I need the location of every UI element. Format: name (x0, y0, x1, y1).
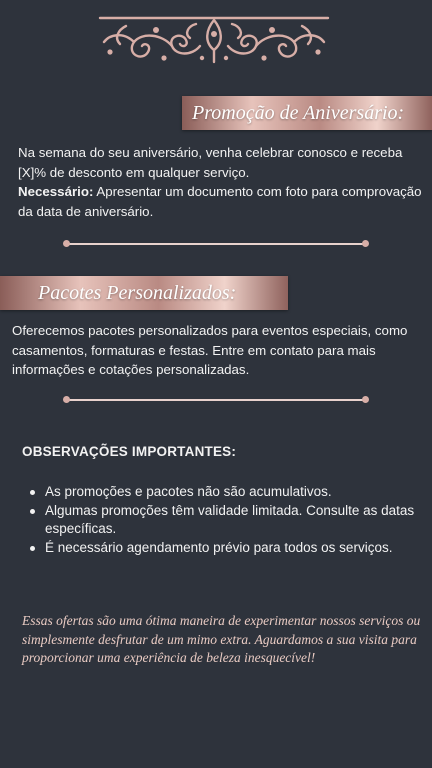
closing-message: Essas ofertas são uma ótima maneira de experimentar nossos serviços ou simplesmente desfrutar de um mimo extra. Aguardamos a sua visita para proporcionar uma experiência de beleza inesquecível! (22, 613, 421, 665)
divider-dot (362, 396, 369, 403)
list-item: Algumas promoções têm validade limitada. Consulte as datas específicas. (28, 502, 422, 539)
birthday-promo-title: Promoção de Aniversário: (192, 102, 405, 124)
observations-title: OBSERVAÇÕES IMPORTANTES: (22, 444, 237, 459)
section-divider (66, 399, 366, 401)
divider-dot (63, 396, 70, 403)
list-item: É necessário agendamento prévio para todos os serviços. (28, 539, 422, 558)
divider-dot (362, 240, 369, 247)
custom-packages-title: Pacotes Personalizados: (38, 282, 237, 304)
floral-flourish-icon (96, 12, 332, 66)
custom-packages-banner (0, 276, 288, 310)
required-label: Necessário: (18, 184, 94, 199)
required-text: Apresentar um documento com foto para comprovação da data de aniversário. (18, 184, 422, 219)
custom-packages-text: Oferecemos pacotes personalizados para eventos especiais, como casamentos, formaturas e festas. Entre em contato para mais informações e cotações personalizadas. (12, 323, 408, 377)
birthday-promo-text (18, 143, 423, 221)
list-item: As promoções e pacotes não são acumulativos. (28, 483, 422, 502)
birthday-promo-banner (182, 96, 432, 130)
observations-list (28, 483, 422, 557)
birthday-promo-description: Na semana do seu aniversário, venha celebrar conosco e receba [X]% de desconto em qualquer serviço. (18, 145, 403, 180)
divider-dot (63, 240, 70, 247)
section-divider (66, 243, 366, 245)
